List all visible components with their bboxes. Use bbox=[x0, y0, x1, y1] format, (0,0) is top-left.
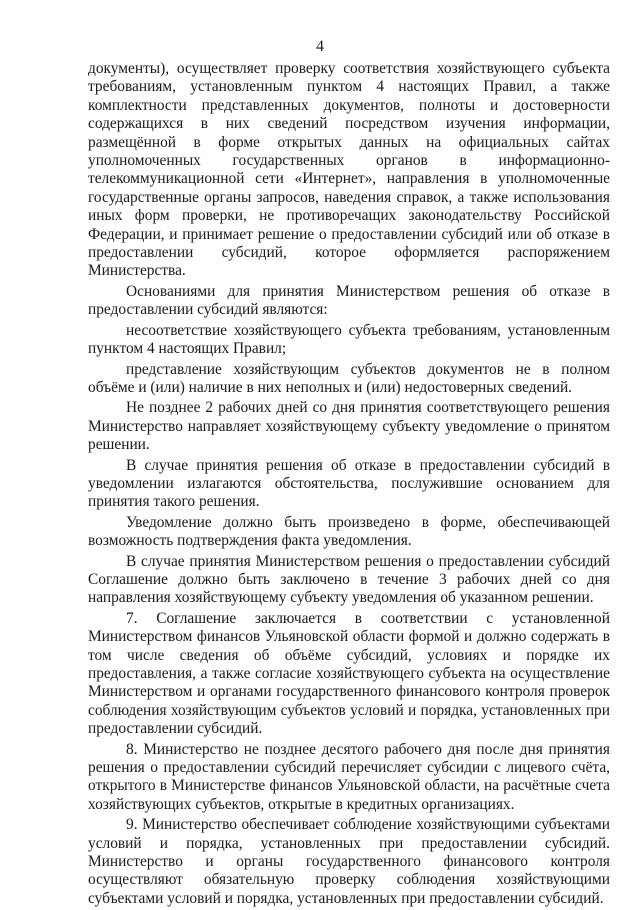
page-number: 4 bbox=[316, 38, 324, 55]
paragraph-refusal-notification: В случае принятия решения об отказе в предоставлении субсидий в уведомлении излагаются обстоятельства, послужившие основанием для принятия такого решения. bbox=[88, 456, 610, 511]
document-body bbox=[88, 60, 610, 910]
paragraph-agreement-term: В случае принятия Министерством решения о предоставлении субсидий Соглашение должно быть заключено в течение 3 рабочих дней со дня направления хозяйствующему субъекту уведомления об указанном решении. bbox=[88, 552, 610, 607]
paragraph-notification-deadline: Не позднее 2 рабочих дней со дня принятия соответствующего решения Министерство направляет хозяйствующему субъекту уведомление о принятом решении. bbox=[88, 399, 610, 454]
paragraph-refusal-ground-2: представление хозяйствующим субъектов документов не в полном объёме и (или) наличие в них неполных и (или) недостоверных сведений. bbox=[88, 360, 610, 396]
paragraph-item-7: 7. Соглашение заключается в соответствии с установленной Министерством финансов Ульяновской области формой и должно содержать в том числе сведения об объёме субсидий, условиях и порядке их предоставления, а также согласие хозяйствующего субъекта на осуществление Министерством и органами государственного финансового контроля проверок соблюдения хозяйствующим субъектов условий и порядка, установленных при предоставлении субсидий. bbox=[88, 609, 610, 738]
paragraph-item-8: 8. Министерство не позднее десятого рабочего дня после дня принятия решения о предоставлении субсидий перечисляет субсидии с лицевого счёта, открытого в Министерстве финансов Ульяновской области, на расчётные счета хозяйствующих субъектов, открытые в кредитных организациях. bbox=[88, 740, 610, 813]
paragraph-item-9: 9. Министерство обеспечивает соблюдение хозяйствующими субъектами условий и порядка, установленных при предоставлении субсидий. Министерство и органы государственного финансового контроля осуществляют обязательную проверку соблюдения хозяйствующими субъектами условий и порядка, установленных при предоставлении субсидий. bbox=[88, 816, 610, 907]
paragraph-notification-form: Уведомление должно быть произведено в форме, обеспечивающей возможность подтверждения факта уведомления. bbox=[88, 513, 610, 550]
paragraph-continuation: документы), осуществляет проверку соответствия хозяйствующего субъекта требованиям, установленным пунктом 4 настоящих Правил, а также комплектности представленных документов, полноты и достоверности содержащихся в них сведений посредством изучения информации, размещённой в форме открытых данных на официальных сайтах уполномоченных государственных органов в информационно-телекоммуникационной сети «Интернет», направления в уполномоченные государственные органы запросов, наведения справок, а также использования иных форм проверки, не противоречащих законодательству Российской Федерации, и принимает решение о предоставлении субсидий или об отказе в предоставлении субсидий, которое оформляется распоряжением Министерства. bbox=[88, 60, 610, 280]
paragraph-refusal-ground-1: несоответствие хозяйствующего субъекта требованиям, установленным пунктом 4 настоящих Правил; bbox=[88, 321, 610, 358]
paragraph-refusal-grounds: Основаниями для принятия Министерством решения об отказе в предоставлении субсидий являются: bbox=[88, 282, 610, 319]
